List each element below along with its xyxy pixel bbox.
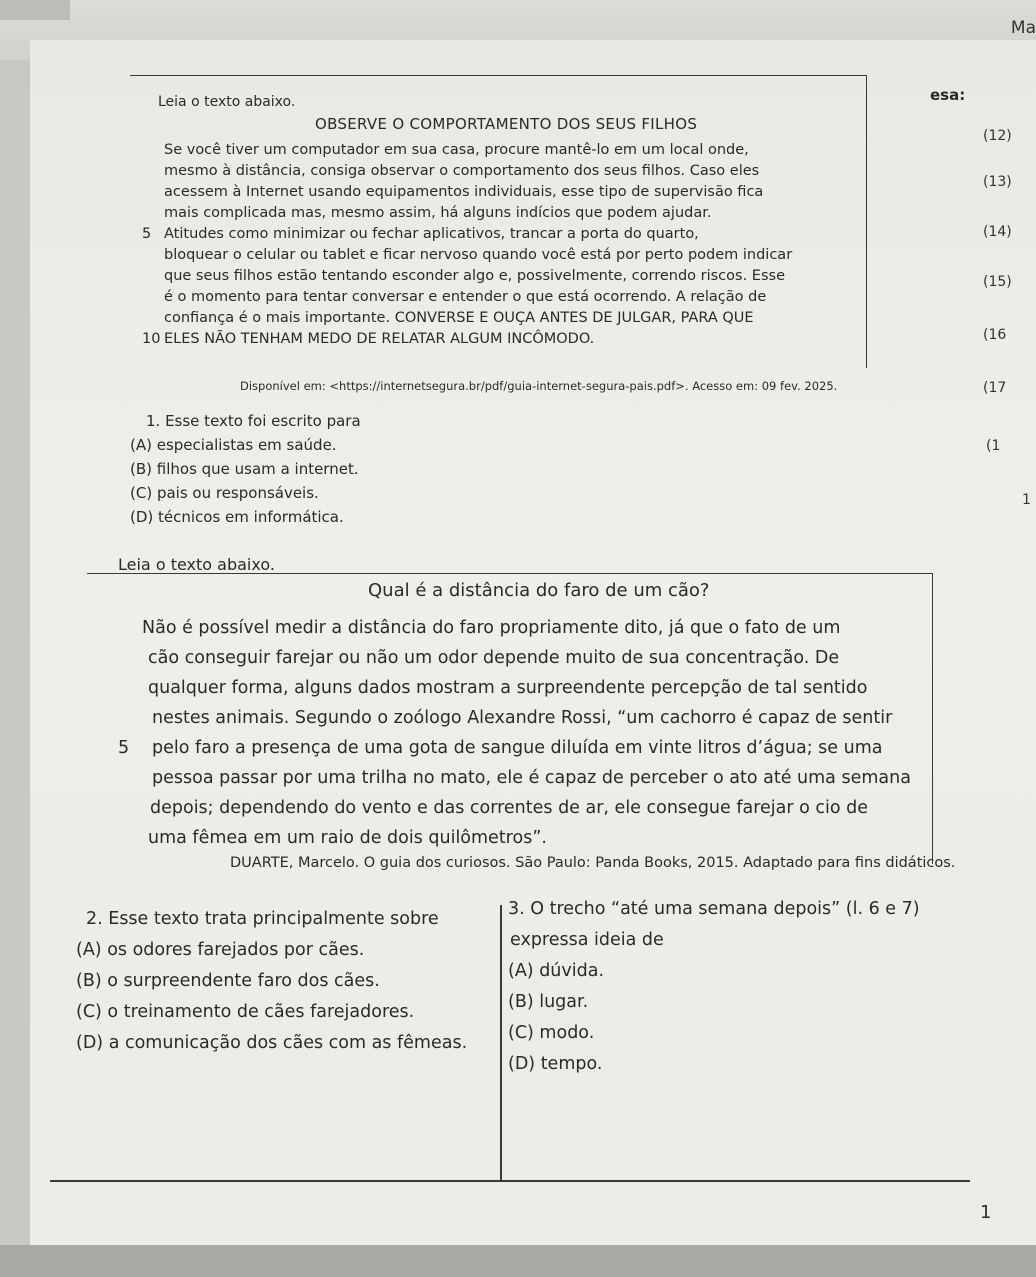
text-line: depois; dependendo do vento e das correntes de ar, ele consegue farejar o cio de [150,798,869,818]
question-stem-continuation: expressa ideia de [510,930,664,950]
answer-option-b[interactable]: (B) lugar. [508,992,589,1012]
question-number: (14) [983,224,1012,240]
text-line: 5 Atitudes como minimizar ou fechar aplicativos, trancar a porta do quarto, [142,226,699,242]
answer-option-a[interactable]: (A) os odores farejados por cães. [76,940,365,960]
text-line: mais complicada mas, mesmo assim, há alguns indícios que podem ajudar. [164,205,712,221]
text-line: mesmo à distância, consiga observar o comportamento dos seus filhos. Caso eles [164,163,760,179]
text-line: qualquer forma, alguns dados mostram a surpreendente percepção de tal sentido [148,678,868,698]
text-line: Não é possível medir a distância do faro propriamente dito, já que o fato de um [142,618,841,638]
back-sheet-corner [0,0,70,20]
answer-option-c[interactable]: (C) pais ou responsáveis. [130,484,319,502]
answer-option-c[interactable]: (C) modo. [508,1023,595,1043]
text1-title: OBSERVE O COMPORTAMENTO DOS SEUS FILHOS [315,115,698,133]
question-stem: 2. Esse texto trata principalmente sobre [86,909,439,929]
right-column-heading: esa: [930,86,966,104]
text1-lead: Leia o texto abaixo. [158,94,296,110]
text-line: é o momento para tentar conversar e entender o que está ocorrendo. A relação de [164,289,767,305]
text1-source: Disponível em: <https://internetsegura.br/pdf/guia-internet-segura-pais.pdf>. Acesso em: 09 fev. 2025. [240,379,838,393]
question-2 [76,904,467,1059]
text-line: bloquear o celular ou tablet e ficar nervoso quando você está por perto podem indicar [164,247,793,263]
table-surface [0,1245,1036,1277]
answer-option-a[interactable]: (A) dúvida. [508,961,605,981]
text-line: que seus filhos estão tentando esconder algo e, possivelmente, correndo riscos. Esse [164,268,785,284]
question-number: (1 [986,438,1001,454]
text1-body [142,140,862,350]
question-number: (15) [983,274,1012,290]
answer-option-a[interactable]: (A) especialistas em saúde. [130,436,337,454]
text-line: nestes animais. Segundo o zoólogo Alexandre Rossi, “um cachorro é capaz de sentir [152,708,893,728]
answer-option-b[interactable]: (B) o surpreendente faro dos cães. [76,971,380,991]
text-line: Se você tiver um computador em sua casa, procure mantê-lo em um local onde, [164,142,749,158]
question-number: (16 [983,327,1007,343]
question-number: (13) [983,174,1012,190]
text2-source: DUARTE, Marcelo. O guia dos curiosos. São Paulo: Panda Books, 2015. Adaptado para fins didáticos. [230,855,956,871]
answer-option-d[interactable]: (D) técnicos em informática. [130,508,344,526]
text2-title: Qual é a distância do faro de um cão? [368,580,710,601]
bottom-rule [50,1180,970,1182]
text-line: 5 pelo faro a presença de uma gota de sangue diluída em vinte litros d’água; se uma [118,738,883,758]
answer-option-b[interactable]: (B) filhos que usam a internet. [130,460,359,478]
corner-text: Ma [1010,18,1036,38]
text2-body [118,613,938,853]
question-number: (17 [983,380,1007,396]
text-line: uma fêmea em um raio de dois quilômetros”. [148,828,547,848]
text-line: acessem à Internet usando equipamentos individuais, esse tipo de supervisão fica [164,184,764,200]
text-line: confiança é o mais importante. CONVERSE E OUÇA ANTES DE JULGAR, PARA QUE [164,310,754,326]
question-1 [130,409,361,529]
text-line: 10 ELES NÃO TENHAM MEDO DE RELATAR ALGUM INCÔMODO. [142,331,595,347]
question-stem: 3. O trecho “até uma semana depois” (l. 6 e 7) [508,899,920,919]
question-stem: 1. Esse texto foi escrito para [146,412,361,430]
column-divider [500,905,502,1180]
text-line: pessoa passar por uma trilha no mato, ele é capaz de perceber o ato até uma semana [152,768,911,788]
question-3 [508,894,920,1080]
text-line: cão conseguir farejar ou não um odor depende muito de sua concentração. De [148,648,840,668]
answer-option-d[interactable]: (D) tempo. [508,1054,603,1074]
page-number: 1 [980,1202,992,1223]
question-number: (12) [983,128,1012,144]
question-number: 1 [1022,492,1031,508]
answer-option-c[interactable]: (C) o treinamento de cães farejadores. [76,1002,415,1022]
text2-lead: Leia o texto abaixo. [118,555,275,574]
answer-option-d[interactable]: (D) a comunicação dos cães com as fêmeas. [76,1033,468,1053]
